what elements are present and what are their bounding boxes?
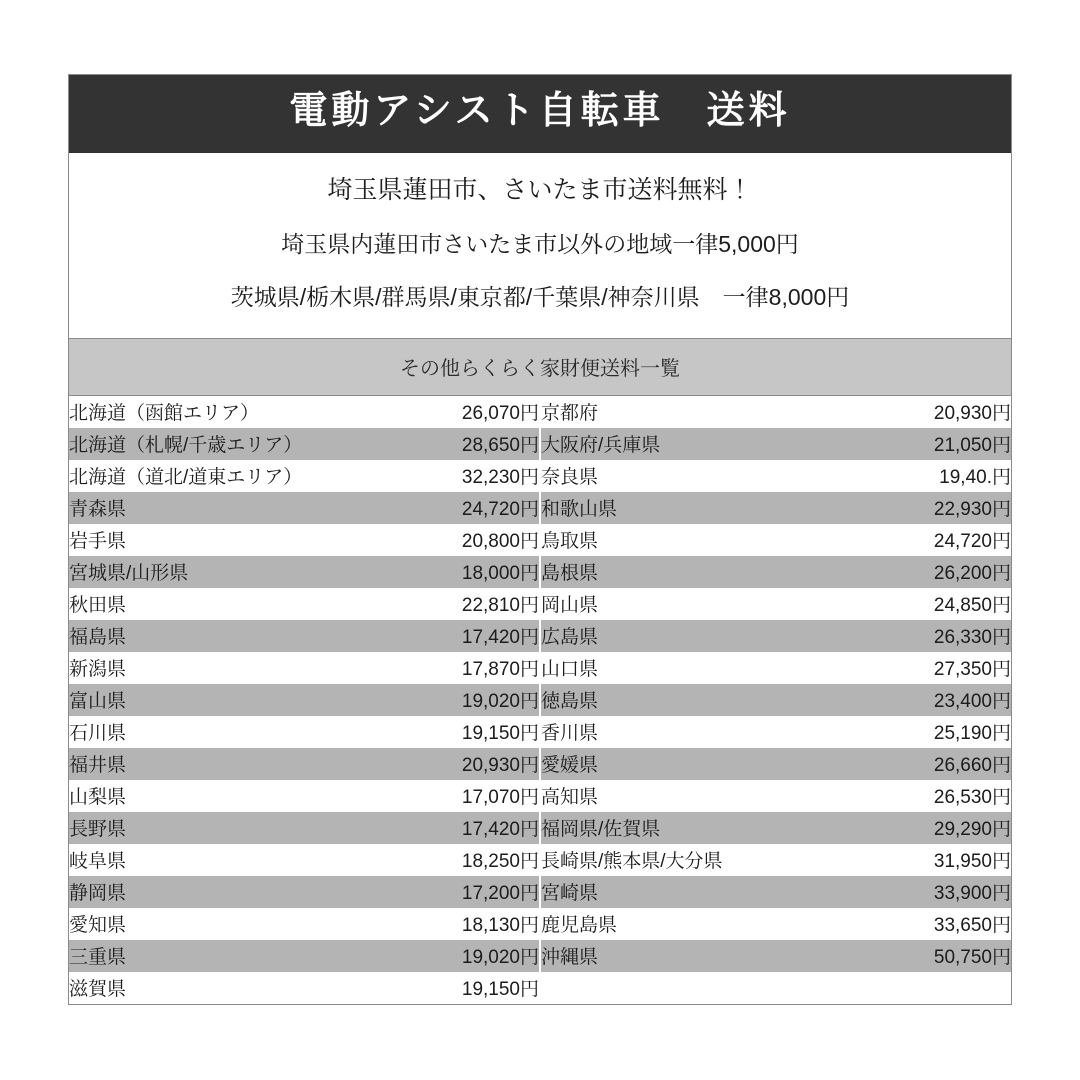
region-cell: 静岡県 <box>69 876 339 908</box>
table-row <box>69 428 1011 460</box>
region-cell: 岐阜県 <box>69 844 339 876</box>
price-cell: 24,720円 <box>811 524 1011 556</box>
region-cell: 福井県 <box>69 748 339 780</box>
price-cell: 26,530円 <box>811 780 1011 812</box>
region-cell: 秋田県 <box>69 588 339 620</box>
price-cell: 28,650円 <box>339 428 539 460</box>
table-row <box>69 972 1011 1004</box>
region-cell: 宮城県/山形県 <box>69 556 339 588</box>
price-cell: 19,020円 <box>339 684 539 716</box>
price-cell: 17,070円 <box>339 780 539 812</box>
table-row <box>69 460 1011 492</box>
price-cell: 17,420円 <box>339 812 539 844</box>
price-cell: 22,810円 <box>339 588 539 620</box>
table-row <box>69 780 1011 812</box>
shipping-fee-table-body <box>69 396 1011 1004</box>
price-cell: 25,190円 <box>811 716 1011 748</box>
price-cell: 24,720円 <box>339 492 539 524</box>
price-cell: 19,150円 <box>339 972 539 1004</box>
price-cell: 32,230円 <box>339 460 539 492</box>
table-row <box>69 620 1011 652</box>
price-cell: 26,660円 <box>811 748 1011 780</box>
price-cell: 18,250円 <box>339 844 539 876</box>
price-cell: 33,650円 <box>811 908 1011 940</box>
price-cell: 20,800円 <box>339 524 539 556</box>
region-cell: 宮崎県 <box>541 876 811 908</box>
region-cell: 長崎県/熊本県/大分県 <box>541 844 811 876</box>
region-cell: 青森県 <box>69 492 339 524</box>
price-cell: 17,420円 <box>339 620 539 652</box>
price-cell: 17,200円 <box>339 876 539 908</box>
region-cell: 滋賀県 <box>69 972 339 1004</box>
table-row <box>69 556 1011 588</box>
price-cell: 33,900円 <box>811 876 1011 908</box>
table-row <box>69 684 1011 716</box>
price-cell: 26,070円 <box>339 396 539 428</box>
price-cell: 19,40.円 <box>811 460 1011 492</box>
price-cell: 27,350円 <box>811 652 1011 684</box>
region-cell: 岡山県 <box>541 588 811 620</box>
shipping-fee-sheet <box>68 74 1012 1005</box>
region-cell: 鳥取県 <box>541 524 811 556</box>
region-cell: 大阪府/兵庫県 <box>541 428 811 460</box>
price-cell: 50,750円 <box>811 940 1011 972</box>
table-row <box>69 588 1011 620</box>
notice-kanto-flat-rate: 茨城県/栃木県/群馬県/東京都/千葉県/神奈川県 一律8,000円 <box>230 284 850 311</box>
region-cell: 北海道（函館エリア） <box>69 396 339 428</box>
region-cell: 福岡県/佐賀県 <box>541 812 811 844</box>
region-cell: 愛知県 <box>69 908 339 940</box>
table-row <box>69 908 1011 940</box>
table-row <box>69 940 1011 972</box>
region-cell: 福島県 <box>69 620 339 652</box>
table-row <box>69 652 1011 684</box>
region-cell: 高知県 <box>541 780 811 812</box>
region-cell: 愛媛県 <box>541 748 811 780</box>
notice-saitama-flat-rate: 埼玉県内蓮田市さいたま市以外の地域一律5,000円 <box>281 230 799 257</box>
region-cell: 沖縄県 <box>541 940 811 972</box>
shipping-fee-table <box>69 396 1011 1004</box>
price-cell: 31,950円 <box>811 844 1011 876</box>
region-cell: 鹿児島県 <box>541 908 811 940</box>
region-cell: 三重県 <box>69 940 339 972</box>
price-cell: 26,200円 <box>811 556 1011 588</box>
table-row <box>69 524 1011 556</box>
price-cell <box>811 972 1011 1004</box>
region-cell: 香川県 <box>541 716 811 748</box>
table-row <box>69 396 1011 428</box>
region-cell: 山梨県 <box>69 780 339 812</box>
notice-block <box>69 153 1011 339</box>
table-row <box>69 844 1011 876</box>
region-cell: 北海道（道北/道東エリア） <box>69 460 339 492</box>
notice-free-shipping: 埼玉県蓮田市、さいたま市送料無料！ <box>327 175 753 204</box>
price-cell: 23,400円 <box>811 684 1011 716</box>
region-cell: 京都府 <box>541 396 811 428</box>
region-cell: 岩手県 <box>69 524 339 556</box>
price-cell: 17,870円 <box>339 652 539 684</box>
region-cell: 広島県 <box>541 620 811 652</box>
price-cell: 26,330円 <box>811 620 1011 652</box>
price-cell: 20,930円 <box>811 396 1011 428</box>
region-cell: 山口県 <box>541 652 811 684</box>
table-row <box>69 492 1011 524</box>
table-caption: その他らくらく家財便送料一覧 <box>69 339 1011 396</box>
price-cell: 22,930円 <box>811 492 1011 524</box>
price-cell: 24,850円 <box>811 588 1011 620</box>
price-cell: 29,290円 <box>811 812 1011 844</box>
region-cell: 新潟県 <box>69 652 339 684</box>
page-title: 電動アシスト自転車 送料 <box>69 75 1011 153</box>
region-cell: 徳島県 <box>541 684 811 716</box>
table-row <box>69 716 1011 748</box>
table-row <box>69 748 1011 780</box>
region-cell: 石川県 <box>69 716 339 748</box>
price-cell: 19,150円 <box>339 716 539 748</box>
region-cell: 富山県 <box>69 684 339 716</box>
region-cell: 長野県 <box>69 812 339 844</box>
region-cell: 北海道（札幌/千歳エリア） <box>69 428 339 460</box>
region-cell: 島根県 <box>541 556 811 588</box>
table-row <box>69 876 1011 908</box>
price-cell: 20,930円 <box>339 748 539 780</box>
price-cell: 18,130円 <box>339 908 539 940</box>
region-cell <box>541 972 811 1004</box>
price-cell: 19,020円 <box>339 940 539 972</box>
region-cell: 和歌山県 <box>541 492 811 524</box>
price-cell: 21,050円 <box>811 428 1011 460</box>
price-cell: 18,000円 <box>339 556 539 588</box>
region-cell: 奈良県 <box>541 460 811 492</box>
table-row <box>69 812 1011 844</box>
